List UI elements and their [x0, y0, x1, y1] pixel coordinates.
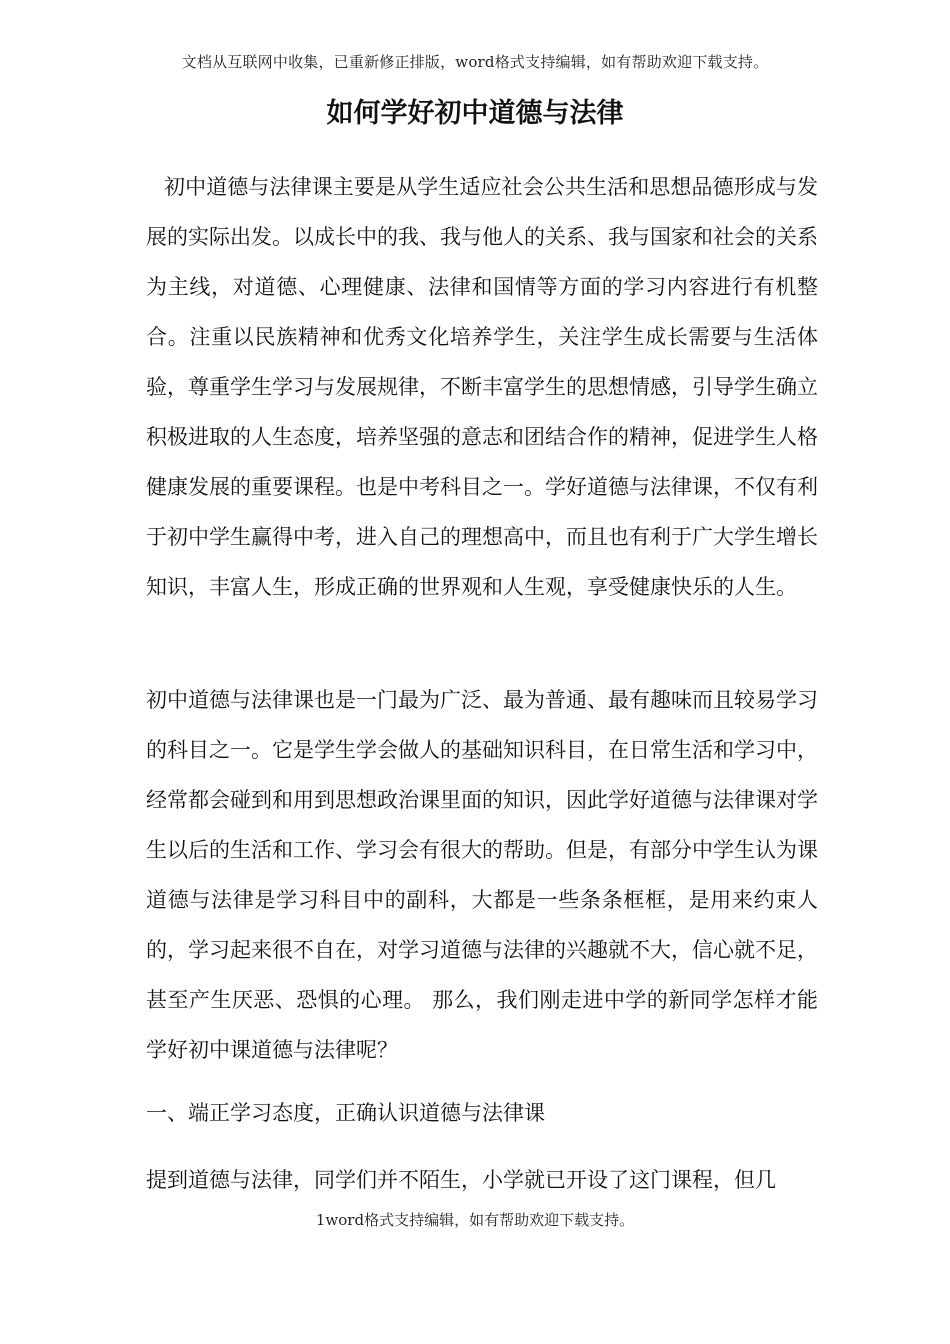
- document-title: 如何学好初中道德与法律: [326, 98, 624, 129]
- section-heading: 一、端正学习态度，正确认识道德与法律课: [146, 1101, 545, 1125]
- paragraph-intro: 初中道德与法律课主要是从学生适应社会公共生活和思想品德形成与发展的实际出发。以成长中的我、我与他人的关系、我与国家和社会的关系为主线，对道德、心理健康、法律和国情等方面的学习内容进行有机整合。注重以民族精神和优秀文化培养学生，关注学生成长需要与生活体验，尊重学生学习与发展规律，不断丰富学生的思想情感，引导学生确立积极进取的人生态度，培养坚强的意志和团结合作的精神，促进学生人格健康发展的重要课程。也是中考科目之一。学好道德与法律课，不仅有利于初中学生赢得中考，进入自己的理想高中，而且也有利于广大学生增长知识，丰富人生，形成正确的世界观和人生观，享受健康快乐的人生。: [146, 175, 818, 599]
- footer-note: 1word格式支持编辑，如有帮助欢迎下载支持。: [315, 1211, 635, 1229]
- paragraph-third: 提到道德与法律，同学们并不陌生，小学就已开设了这门课程，但几: [146, 1168, 776, 1192]
- paragraph-second: 初中道德与法律课也是一门最为广泛、最为普通、最有趣味而且较易学习的科目之一。它是学生学会做人的基础知识科目，在日常生活和学习中，经常都会碰到和用到思想政治课里面的知识，因此学好道德与法律课对学生以后的生活和工作、学习会有很大的帮助。但是，有部分中学生认为课道德与法律是学习科目中的副科，大都是一些条条框框，是用来约束人的，学习起来很不自在，对学习道德与法律的兴趣就不大，信心就不足，甚至产生厌恶、恐惧的心理。 那么，我们刚走进中学的新同学怎样才能学好初中课道德与法律呢？: [146, 688, 818, 1062]
- header-note: 文档从互联网中收集，已重新修正排版，word格式支持编辑，如有帮助欢迎下载支持。: [181, 53, 769, 71]
